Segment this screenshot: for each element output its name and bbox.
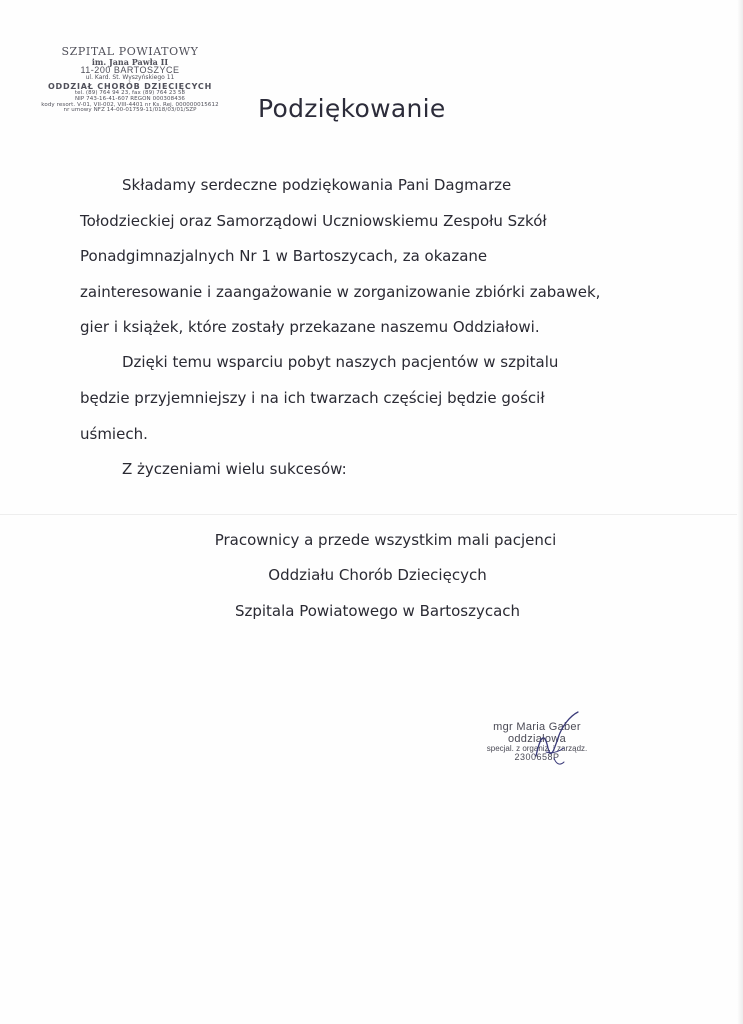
paper-edge-shadow (737, 0, 743, 1024)
paragraph-2-line-2: będzie przyjemniejszy i na ich twarzach częściej będzie gościł (80, 389, 545, 407)
paper-fold-line (0, 514, 743, 515)
signature-stamp-number: 2300658P (514, 752, 560, 763)
document-title: Podziękowanie (258, 94, 446, 123)
paragraph-1-line-2: Tołodzieckiej oraz Samorządowi Uczniowskiemu Zespołu Szkół (80, 212, 547, 230)
stamp-nip-regon: NIP 743-16-41-607 REGON 000308436 (74, 95, 186, 102)
stamp-hospital-name: SZPITAL POWIATOWY (61, 45, 199, 58)
signoff-line-3: Szpitala Powiatowego w Bartoszycach (234, 602, 521, 620)
stamp-contract-number: nr umowy NFZ 14-00-01759-11/018/03/01/SZP (63, 107, 197, 114)
paragraph-2-line-1: Dzięki temu wsparciu pobyt naszych pacjentów w szpitalu (122, 353, 559, 371)
stamp-postal-city: 11-200 BARTOSZYCE (80, 64, 180, 75)
paragraph-1-line-4: zainteresowanie i zaangażowanie w zorganizowanie zbiórki zabawek, (80, 283, 601, 301)
signature-stamp-name: mgr Maria Gaber (493, 721, 581, 733)
stamp-patron: im. Jana Pawła II (91, 56, 169, 67)
paragraph-1-line-1: Składamy serdeczne podziękowania Pani Dagmarze (122, 176, 512, 194)
closing-wishes: Z życzeniami wielu sukcesów: (122, 460, 347, 478)
signoff-line-1: Pracownicy a przede wszystkim mali pacjenci (214, 531, 557, 549)
stamp-phone-fax: tel. (89) 764 94 23, fax (89) 764 23 58 (74, 90, 186, 97)
hospital-header-stamp (32, 46, 228, 114)
signoff-line-2: Oddziału Chorób Dziecięcych (268, 566, 487, 584)
signature-stamp-specialization: specjal. z organiz. i zarządz. (486, 744, 588, 754)
handwritten-signature (518, 708, 588, 778)
paragraph-1-line-3: Ponadgimnazjalnych Nr 1 w Bartoszycach, za okazane (80, 247, 488, 265)
stamp-department: ODDZIAŁ CHORÓB DZIECIĘCYCH (47, 81, 213, 91)
stamp-street: ul. Kard. St. Wyszyńskiego 11 (85, 74, 175, 82)
stamp-codes: kody resort. V-01, VII-002, VIII-4401 nr Ks. Rej. 000000015612 (41, 101, 219, 108)
paragraph-1-line-5: gier i książek, które zostały przekazane naszemu Oddziałowi. (80, 318, 540, 336)
signature-stamp-position: oddziałowa (507, 732, 567, 745)
paragraph-2-line-3: uśmiech. (80, 425, 148, 443)
